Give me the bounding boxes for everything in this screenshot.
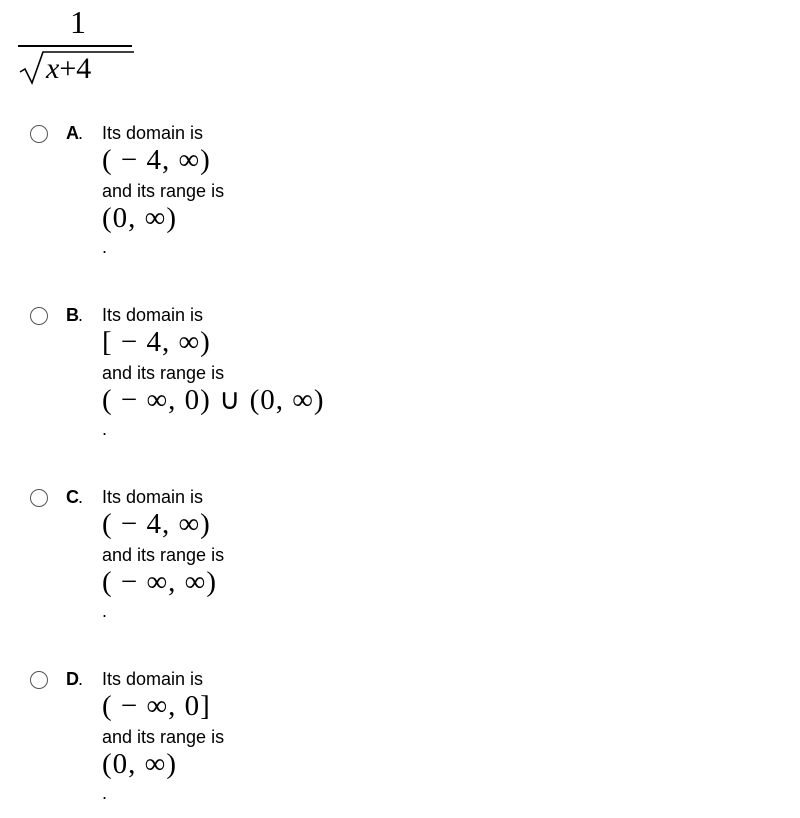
range-interval: ( − ∞, ∞) bbox=[102, 566, 218, 598]
domain-interval: ( − 4, ∞) bbox=[102, 508, 211, 540]
fraction-bar bbox=[18, 45, 132, 47]
option-b-radio[interactable] bbox=[30, 307, 48, 325]
option-end-period: . bbox=[102, 601, 108, 621]
option-d[interactable] bbox=[30, 668, 590, 818]
range-label: and its range is bbox=[102, 545, 225, 565]
option-letter: D bbox=[66, 669, 79, 689]
function-expression bbox=[18, 4, 134, 88]
radicand-variable: x bbox=[46, 52, 60, 85]
option-b[interactable] bbox=[30, 304, 590, 454]
fraction-numerator: 1 bbox=[70, 4, 86, 40]
domain-interval: ( − ∞, 0] bbox=[102, 690, 211, 722]
range-label: and its range is bbox=[102, 363, 225, 383]
range-interval: (0, ∞) bbox=[102, 748, 177, 780]
domain-label: Its domain is bbox=[102, 123, 204, 143]
domain-interval: [ − 4, ∞) bbox=[102, 326, 211, 358]
range-interval: (0, ∞) bbox=[102, 202, 177, 234]
domain-label: Its domain is bbox=[102, 487, 204, 507]
option-a-radio[interactable] bbox=[30, 125, 48, 143]
option-end-period: . bbox=[102, 237, 108, 257]
option-end-period: . bbox=[102, 783, 108, 803]
option-c[interactable] bbox=[30, 486, 590, 636]
radicand bbox=[46, 54, 91, 84]
fraction-denominator bbox=[18, 50, 134, 86]
option-letter-dot: . bbox=[78, 123, 84, 143]
domain-label: Its domain is bbox=[102, 669, 204, 689]
option-letter-dot: . bbox=[78, 669, 84, 689]
option-letter-dot: . bbox=[78, 487, 84, 507]
option-a[interactable] bbox=[30, 122, 590, 272]
option-end-period: . bbox=[102, 419, 108, 439]
range-label: and its range is bbox=[102, 181, 225, 201]
option-letter-dot: . bbox=[78, 305, 84, 325]
range-label: and its range is bbox=[102, 727, 225, 747]
option-letter: B bbox=[66, 305, 79, 325]
option-d-radio[interactable] bbox=[30, 671, 48, 689]
domain-label: Its domain is bbox=[102, 305, 204, 325]
option-c-radio[interactable] bbox=[30, 489, 48, 507]
domain-interval: ( − 4, ∞) bbox=[102, 144, 211, 176]
radicand-constant: +4 bbox=[59, 52, 92, 85]
option-letter: A bbox=[66, 123, 79, 143]
option-letter: C bbox=[66, 487, 79, 507]
range-interval: ( − ∞, 0) ∪ (0, ∞) bbox=[102, 384, 325, 416]
